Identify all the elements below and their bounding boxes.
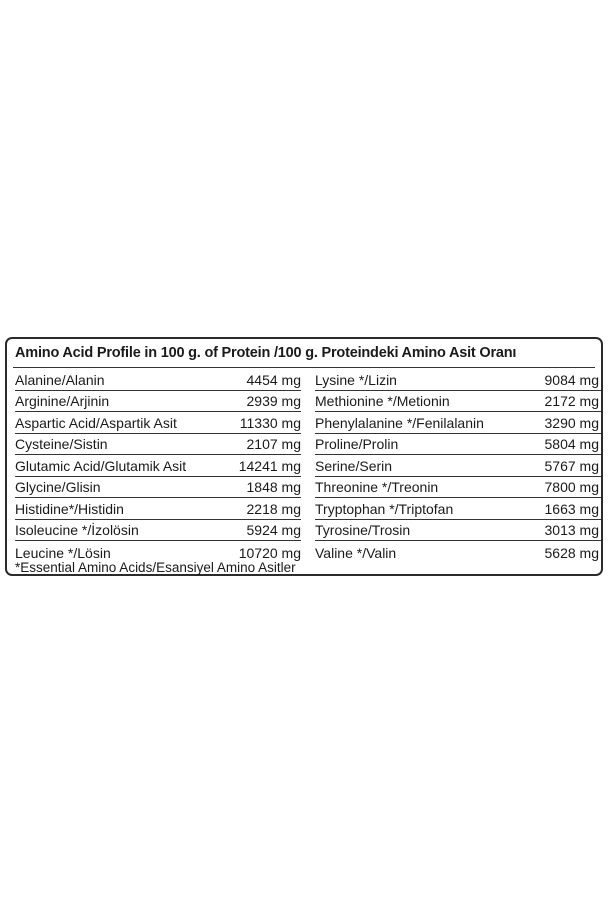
- amino-acid-name: Histidine*/Histidin: [15, 500, 124, 517]
- amino-acid-value: 2172 mg: [544, 393, 599, 409]
- amino-acid-name: Proline/Prolin: [315, 436, 399, 452]
- title-divider: [13, 367, 595, 368]
- amino-acid-name: Tryptophan */Triptofan: [315, 500, 454, 517]
- amino-acid-name: Serine/Serin: [315, 457, 393, 474]
- table-row: [15, 369, 301, 391]
- amino-acid-value: 2218 mg: [246, 500, 301, 517]
- amino-acid-name: Lysine */Lizin: [315, 371, 397, 388]
- table-row: [315, 455, 601, 477]
- amino-acid-value: 4454 mg: [246, 371, 301, 388]
- amino-acid-value: 5628 mg: [544, 544, 599, 561]
- left-column: [15, 369, 301, 563]
- table-row: [315, 412, 601, 434]
- amino-acid-name: Phenylalanine */Fenilalanin: [315, 414, 484, 431]
- amino-acid-value: 9084 mg: [544, 371, 599, 388]
- amino-acid-name: Valine */Valin: [315, 544, 397, 561]
- amino-acid-value: 3290 mg: [544, 414, 599, 431]
- table-row: [15, 455, 301, 477]
- amino-acid-name: Arginine/Arjinin: [15, 393, 110, 409]
- amino-acid-table: [5, 337, 603, 576]
- table-row: [15, 520, 301, 542]
- table-row: [15, 477, 301, 499]
- amino-acid-value: 14241 mg: [238, 457, 301, 474]
- table-row: [315, 520, 601, 542]
- amino-acid-name: Glutamic Acid/Glutamik Asit: [15, 457, 187, 474]
- essential-footnote: *Essential Amino Acids/Esansiyel Amino Asitler: [15, 560, 296, 575]
- amino-acid-value: 2939 mg: [246, 393, 301, 409]
- table-row: [15, 391, 301, 413]
- amino-acid-name: Threonine */Treonin: [315, 479, 439, 495]
- amino-acid-value: 3013 mg: [544, 522, 599, 538]
- amino-acid-name: Aspartic Acid/Aspartik Asit: [15, 414, 177, 431]
- amino-acid-name: Methionine */Metionin: [315, 393, 450, 409]
- amino-acid-name: Glycine/Glisin: [15, 479, 101, 495]
- table-row: [315, 434, 601, 456]
- amino-acid-value: 1848 mg: [246, 479, 301, 495]
- amino-acid-name: Alanine/Alanin: [15, 371, 105, 388]
- table-row: [315, 541, 601, 563]
- table-row: [15, 498, 301, 520]
- amino-acid-value: 7800 mg: [544, 479, 599, 495]
- amino-acid-value: 5767 mg: [544, 457, 599, 474]
- amino-acid-name: Isoleucine */İzolösin: [15, 522, 139, 538]
- amino-acid-name: Leucine */Lösin: [15, 544, 111, 561]
- amino-acid-value: 1663 mg: [544, 500, 599, 517]
- right-column: [315, 369, 601, 563]
- amino-acid-value: 2107 mg: [246, 436, 301, 452]
- amino-acid-name: Tyrosine/Trosin: [315, 522, 411, 538]
- table-title: Amino Acid Profile in 100 g. of Protein /100 g. Proteindeki Amino Asit Oranı: [15, 345, 517, 361]
- amino-acid-name: Cysteine/Sistin: [15, 436, 108, 452]
- table-row: [15, 434, 301, 456]
- amino-acid-value: 5804 mg: [544, 436, 599, 452]
- table-row: [315, 369, 601, 391]
- amino-acid-value: 5924 mg: [246, 522, 301, 538]
- amino-acid-value: 11330 mg: [239, 414, 301, 431]
- table-row: [315, 477, 601, 499]
- amino-acid-value: 10720 mg: [238, 544, 301, 561]
- table-row: [315, 391, 601, 413]
- table-row: [315, 498, 601, 520]
- table-row: [15, 412, 301, 434]
